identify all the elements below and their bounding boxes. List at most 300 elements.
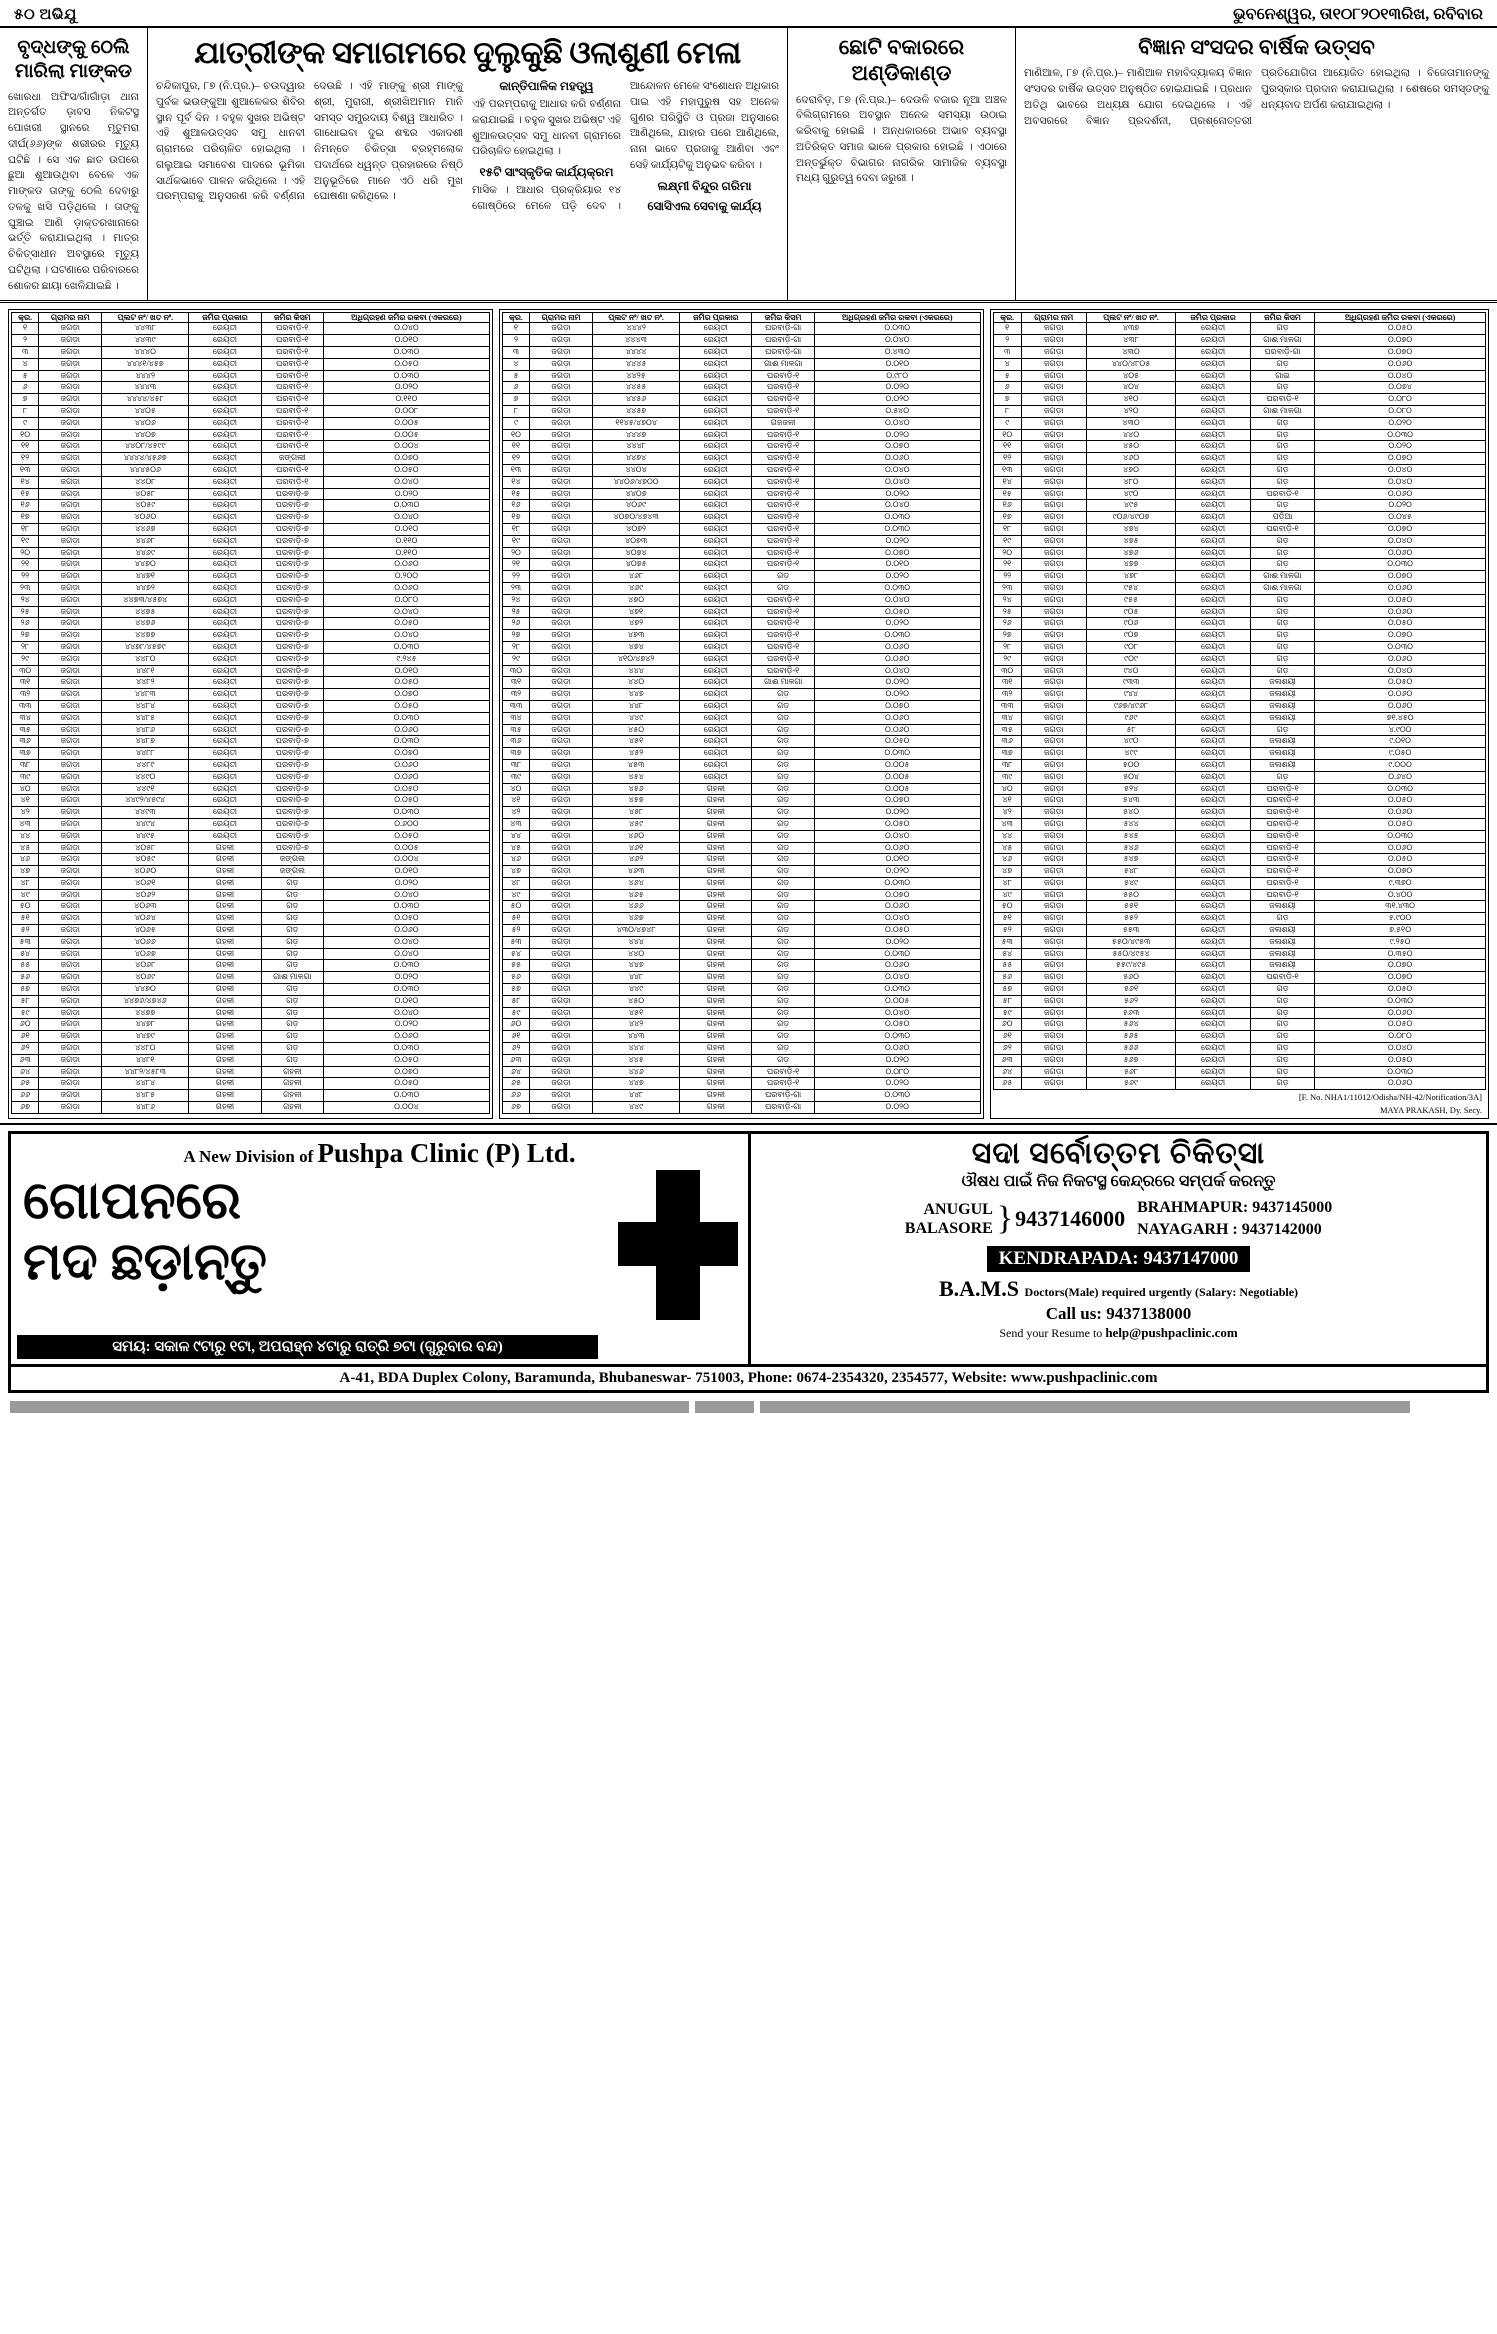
table-cell-5: ୦.୦୪୦ bbox=[324, 1007, 490, 1019]
table-cell-4: ଜଙ୍ଗଲ bbox=[261, 854, 323, 866]
table-cell-2: ୪୪୮୬ bbox=[102, 724, 189, 736]
table-cell-1: ଜଗଡ଼ା bbox=[39, 854, 102, 866]
table-row bbox=[993, 677, 1485, 689]
table-cell-3: ରେୟତୀ bbox=[189, 453, 261, 465]
table-cell-2: ୧୧୪୫/୪୭୦୪ bbox=[593, 417, 680, 429]
ad-resume-email[interactable]: help@pushpaclinic.com bbox=[1105, 1324, 1238, 1340]
table-cell-0: ୧୦ bbox=[993, 429, 1021, 441]
table-cell-0: ୯ bbox=[502, 417, 529, 429]
table-cell-4: ଘରବାଡ଼ି-୭ bbox=[261, 818, 323, 830]
table-cell-4: ଘରବାଡ଼ି-୧ bbox=[752, 453, 814, 465]
table-cell-1: ଜଗଡ଼ା bbox=[1021, 335, 1086, 347]
table-row bbox=[12, 523, 490, 535]
table-cell-5: ୦.୦୪୦ bbox=[814, 665, 980, 677]
table-cell-5: ୦.୦୦୫ bbox=[814, 759, 980, 771]
table-cell-4: ଗଡ଼ bbox=[752, 712, 814, 724]
table-cell-4: ଗଡ଼ bbox=[752, 889, 814, 901]
table-cell-5: ୦.୦୪୦ bbox=[814, 830, 980, 842]
th-sl: କ୍ର. bbox=[502, 313, 529, 323]
ad-bams-label: B.A.M.S bbox=[938, 1275, 1020, 1301]
table-cell-0: ୨୮ bbox=[993, 641, 1021, 653]
table-cell-3: ରେୟତୀ bbox=[680, 700, 752, 712]
table-row bbox=[993, 818, 1485, 830]
table-cell-1: ଜଗଡ଼ା bbox=[39, 1054, 102, 1066]
table-cell-4: ଗଡ଼ bbox=[261, 901, 323, 913]
table-cell-2: ୫୬୯ bbox=[1086, 1078, 1176, 1090]
table-cell-5: ୦.୦୬୦ bbox=[1315, 807, 1486, 819]
table-row bbox=[502, 689, 980, 701]
table-cell-1: ଜଗଡ଼ା bbox=[39, 936, 102, 948]
table-cell-3: ରେୟତୀ bbox=[1176, 936, 1251, 948]
table-row bbox=[993, 641, 1485, 653]
table-cell-0: ୫୮ bbox=[502, 995, 529, 1007]
table-cell-2: ୪୬୯ bbox=[593, 582, 680, 594]
table-cell-5: ୦.୦୬୦ bbox=[1315, 1078, 1486, 1090]
table-cell-0: ୧ bbox=[993, 323, 1021, 335]
table-cell-3: ରେୟତୀ bbox=[189, 594, 261, 606]
table-cell-2: ୪୪୪୪/୪୫୬୭ bbox=[102, 453, 189, 465]
table-cell-0: ୩୮ bbox=[502, 759, 529, 771]
table-cell-4: ଗଡ଼ bbox=[1250, 441, 1314, 453]
table-cell-3: ରେୟତୀ bbox=[680, 771, 752, 783]
table-cell-3: ଗହଳୀ bbox=[189, 984, 261, 996]
table-cell-4: ଜଳାଶୟୀ bbox=[1250, 925, 1314, 937]
table-cell-5: ୦.୦୭୦ bbox=[1315, 866, 1486, 878]
table-cell-4: ଘରବାଡ଼ି-୧ bbox=[752, 394, 814, 406]
table-cell-3: ରେୟତୀ bbox=[1176, 995, 1251, 1007]
table-cell-1: ଜଗଡ଼ା bbox=[1021, 960, 1086, 972]
table-cell-3: ରେୟତୀ bbox=[1176, 641, 1251, 653]
table-cell-2: ୪୭୦ bbox=[593, 594, 680, 606]
table-cell-1: ଜଗଡ଼ା bbox=[39, 512, 102, 524]
table-cell-3: ରେୟତୀ bbox=[1176, 582, 1251, 594]
table-cell-0: ୫୩ bbox=[993, 936, 1021, 948]
table-cell-2: ୪୪୫୫ bbox=[593, 382, 680, 394]
table-cell-5: ୯.୨୪୫ bbox=[324, 653, 490, 665]
table-cell-0: ୫୯ bbox=[993, 1007, 1021, 1019]
table-cell-3: ରେୟତୀ bbox=[189, 783, 261, 795]
table-cell-3: ଗହଳୀ bbox=[189, 1043, 261, 1055]
table-cell-2: ୪୪୦୬ bbox=[102, 417, 189, 429]
table-cell-0: ୪୨ bbox=[12, 807, 39, 819]
table-cell-2: ୪୦୬୯ bbox=[102, 972, 189, 984]
table-cell-5: ୦.୦୪୦ bbox=[814, 335, 980, 347]
table-cell-3: ଗହଳୀ bbox=[189, 889, 261, 901]
table-cell-4: ଘରବାଡ଼ି-୭ bbox=[261, 795, 323, 807]
table-cell-5: ୦.୦୪୦ bbox=[1315, 476, 1486, 488]
table-cell-2: ୪୪୭୭ bbox=[102, 630, 189, 642]
table-cell-2: ୪୪୯୫ bbox=[102, 830, 189, 842]
table-cell-0: ୨୭ bbox=[12, 630, 39, 642]
table-row bbox=[502, 889, 980, 901]
table-cell-0: ୬୦ bbox=[12, 1019, 39, 1031]
table-cell-3: ରେୟତୀ bbox=[189, 559, 261, 571]
table-row bbox=[502, 429, 980, 441]
table-cell-3: ରେୟତୀ bbox=[680, 618, 752, 630]
table-cell-5: ୦.୦୬୦ bbox=[814, 960, 980, 972]
table-cell-5: ୦.୦୫୦ bbox=[1315, 323, 1486, 335]
table-cell-2: ୪୬୫ bbox=[593, 889, 680, 901]
table-cell-1: ଜଗଡ଼ା bbox=[530, 347, 593, 359]
table-cell-4: ଘରବାଡ଼ି-୧ bbox=[261, 476, 323, 488]
table-cell-2: ୪୪୮୫ bbox=[102, 712, 189, 724]
medical-cross-icon bbox=[618, 1170, 738, 1320]
table-cell-5: ୦.୦୭୪ bbox=[1315, 382, 1486, 394]
table-row bbox=[993, 807, 1485, 819]
table-cell-3: ରେୟତୀ bbox=[680, 500, 752, 512]
table-cell-2: ୫୬୮ bbox=[1086, 1066, 1176, 1078]
table-cell-1: ଜଗଡ଼ା bbox=[530, 453, 593, 465]
table-cell-3: ରେୟତୀ bbox=[680, 488, 752, 500]
table-cell-1: ଜଗଡ଼ା bbox=[530, 936, 593, 948]
table-row bbox=[993, 547, 1485, 559]
table-cell-2: ୪୬୨ bbox=[593, 854, 680, 866]
table-cell-1: ଜଗଡ଼ା bbox=[39, 630, 102, 642]
table-cell-3: ଗହଳୀ bbox=[189, 995, 261, 1007]
table-cell-3: ରେୟତୀ bbox=[680, 323, 752, 335]
table-cell-4: ଗଡ଼ bbox=[752, 995, 814, 1007]
table-cell-5: ୦.୦୬୦ bbox=[1315, 689, 1486, 701]
table-cell-5: ୦.୦୨୦ bbox=[814, 488, 980, 500]
table-cell-2: ୪୪୪୨ bbox=[102, 370, 189, 382]
th-village: ଗ୍ରାମର ନାମ bbox=[1021, 313, 1086, 323]
table-cell-1: ଜଗଡ଼ା bbox=[530, 500, 593, 512]
table-cell-0: ୧୭ bbox=[12, 512, 39, 524]
table-cell-1: ଜଗଡ଼ା bbox=[530, 724, 593, 736]
table-cell-2: ୪୪୫ bbox=[593, 1054, 680, 1066]
table-cell-0: ୪୮ bbox=[12, 877, 39, 889]
table-cell-4: ଗଡ଼ bbox=[752, 925, 814, 937]
table-cell-3: ଗହଳୀ bbox=[189, 1066, 261, 1078]
table-row bbox=[12, 877, 490, 889]
table-row bbox=[502, 925, 980, 937]
table-row bbox=[993, 795, 1485, 807]
table-cell-4: ଗଡ଼ bbox=[752, 960, 814, 972]
table-cell-2: ୪୦୫ bbox=[1086, 370, 1176, 382]
table-cell-2: ୪୫୮ bbox=[593, 807, 680, 819]
table-cell-3: ରେୟତୀ bbox=[1176, 429, 1251, 441]
table-cell-5: ୦.୦୭୦ bbox=[814, 700, 980, 712]
ad-division-prefix: A New Division of bbox=[183, 1147, 314, 1167]
table-cell-3: ରେୟତୀ bbox=[680, 547, 752, 559]
table-cell-4: ଗଡ଼ bbox=[752, 877, 814, 889]
table-cell-1: ଜଗଡ଼ା bbox=[530, 335, 593, 347]
table-cell-1: ଜଗଡ଼ା bbox=[530, 995, 593, 1007]
table-cell-0: ୮ bbox=[502, 406, 529, 418]
table-cell-2: ୪୧୦ bbox=[1086, 394, 1176, 406]
table-cell-4: ଗଡ଼ bbox=[1250, 535, 1314, 547]
table-cell-1: ଜଗଡ଼ା bbox=[39, 925, 102, 937]
table-cell-3: ରେୟତୀ bbox=[680, 653, 752, 665]
table-cell-5: ୦.୦୫୦ bbox=[814, 818, 980, 830]
table-cell-1: ଜଗଡ଼ା bbox=[39, 382, 102, 394]
table-row bbox=[502, 759, 980, 771]
table-cell-4: ଘରବାଡ଼ି-୧ bbox=[752, 370, 814, 382]
table-row bbox=[12, 1031, 490, 1043]
table-cell-1: ଜଗଡ଼ା bbox=[1021, 594, 1086, 606]
table-cell-5: ୦.୦୧୦ bbox=[324, 866, 490, 878]
table-cell-0: ୨୪ bbox=[12, 594, 39, 606]
table-cell-1: ଜଗଡ଼ା bbox=[530, 559, 593, 571]
table-cell-0: ୪୬ bbox=[502, 854, 529, 866]
table-cell-4: ଗଡ଼ bbox=[261, 984, 323, 996]
table-cell-5: ୦.୦୫୦ bbox=[814, 925, 980, 937]
table-cell-2: ୪୬୩ bbox=[593, 866, 680, 878]
th-village: ଗ୍ରାମର ନାମ bbox=[39, 313, 102, 323]
table-cell-2: ୪୦୭୪ bbox=[593, 547, 680, 559]
table-cell-5: ୭.୫୧୦ bbox=[1315, 925, 1486, 937]
table-cell-4: ଗଡ଼ bbox=[1250, 429, 1314, 441]
table-row bbox=[502, 854, 980, 866]
table-row bbox=[12, 901, 490, 913]
table-cell-3: ରେୟତୀ bbox=[680, 630, 752, 642]
table-row bbox=[502, 1007, 980, 1019]
table-cell-4: ଘରବାଡ଼ି-୭ bbox=[261, 523, 323, 535]
table-cell-3: ରେୟତୀ bbox=[189, 807, 261, 819]
table-cell-1: ଜଗଡ଼ା bbox=[1021, 417, 1086, 429]
table-cell-1: ଜଗଡ଼ା bbox=[1021, 854, 1086, 866]
table-cell-5: ୦.୦୭୦ bbox=[814, 441, 980, 453]
table-cell-0: ୩୭ bbox=[12, 748, 39, 760]
table-cell-5: ୦.୬୪୦ bbox=[1315, 771, 1486, 783]
table-cell-4: ଘରବାଡ଼ି-୧ bbox=[261, 335, 323, 347]
table-cell-0: ୬୧ bbox=[12, 1031, 39, 1043]
table-cell-4: ଘରବାଡ଼ି-୭ bbox=[261, 618, 323, 630]
table-cell-1: ଜଗଡ଼ା bbox=[1021, 630, 1086, 642]
table-cell-5: ୦.୩୫୦ bbox=[1315, 948, 1486, 960]
table-cell-3: ରେୟତୀ bbox=[189, 429, 261, 441]
table-cell-0: ୩୧ bbox=[502, 677, 529, 689]
table-cell-1: ଜଗଡ଼ା bbox=[39, 358, 102, 370]
table-cell-0: ୫୩ bbox=[12, 936, 39, 948]
table-cell-3: ରେୟତୀ bbox=[1176, 960, 1251, 972]
table-cell-3: ଗହଳୀ bbox=[680, 807, 752, 819]
table-cell-0: ୬୪ bbox=[12, 1066, 39, 1078]
table-cell-1: ଜଗଡ଼ା bbox=[1021, 818, 1086, 830]
ad-city-brahmapur[interactable]: BRAHMAPUR: 9437145000 bbox=[1137, 1199, 1333, 1217]
table-cell-4: ଗଡ଼ bbox=[1250, 665, 1314, 677]
table-cell-4: ଘରବାଡ଼ି-୧ bbox=[752, 512, 814, 524]
table-cell-0: ୪୮ bbox=[993, 877, 1021, 889]
table-cell-5: ୦.୦୭୦ bbox=[1315, 453, 1486, 465]
table-cell-3: ଗହଳୀ bbox=[680, 1066, 752, 1078]
table-cell-3: ରେୟତୀ bbox=[189, 417, 261, 429]
table-cell-1: ଜଗଡ଼ା bbox=[39, 500, 102, 512]
table-cell-1: ଜଗଡ଼ା bbox=[39, 594, 102, 606]
table-cell-0: ୩୫ bbox=[502, 724, 529, 736]
table-cell-3: ରେୟତୀ bbox=[189, 771, 261, 783]
table-cell-0: ୨୧ bbox=[12, 559, 39, 571]
table-cell-3: ରେୟତୀ bbox=[1176, 358, 1251, 370]
table-cell-0: ୪୦ bbox=[502, 783, 529, 795]
table-cell-1: ଜଗଡ଼ା bbox=[1021, 465, 1086, 477]
advertisement bbox=[8, 1131, 1489, 1367]
data-table-3 bbox=[993, 312, 1486, 1090]
table-cell-2: ୪୯୯ bbox=[1086, 748, 1176, 760]
table-cell-3: ରେୟତୀ bbox=[1176, 771, 1251, 783]
table-cell-5: ୦.୦୩୦ bbox=[814, 512, 980, 524]
ad-bams bbox=[759, 1276, 1478, 1302]
table-cell-2: ୪୪୪୪ bbox=[593, 347, 680, 359]
ad-city-anugul: ANUGUL bbox=[923, 1200, 993, 1218]
table-cell-0: ୭ bbox=[12, 394, 39, 406]
table-cell-5: ୦.୦୫୦ bbox=[1315, 854, 1486, 866]
th-kind: ଜମିର କିସମ bbox=[1250, 313, 1314, 323]
table-row bbox=[12, 925, 490, 937]
table-cell-2: ୪୪୦ bbox=[1086, 429, 1176, 441]
table-row bbox=[993, 665, 1485, 677]
table-cell-3: ରେୟତୀ bbox=[680, 441, 752, 453]
table-cell-1: ଜଗଡ଼ା bbox=[530, 759, 593, 771]
table-row bbox=[12, 594, 490, 606]
table-cell-4: ଗଡ଼ bbox=[752, 1007, 814, 1019]
table-cell-0: ୩୨ bbox=[12, 689, 39, 701]
table-cell-3: ରେୟତୀ bbox=[189, 700, 261, 712]
table-cell-4: ଘରବାଡ଼ି-୧ bbox=[752, 429, 814, 441]
table-cell-3: ରେୟତୀ bbox=[680, 476, 752, 488]
table-block-1 bbox=[8, 309, 493, 1119]
table-row bbox=[12, 559, 490, 571]
table-cell-4: ଘରବାଡ଼ି-୧ bbox=[261, 465, 323, 477]
table-cell-3: ରେୟତୀ bbox=[189, 335, 261, 347]
table-cell-4: ଗଡ଼ bbox=[1250, 453, 1314, 465]
table-row bbox=[502, 417, 980, 429]
ad-tagline: ସଦା ସର୍ବୋତ୍ତମ ଚିକିତ୍ସା bbox=[971, 1137, 1266, 1171]
table-cell-3: ଗହଳୀ bbox=[189, 936, 261, 948]
table-row bbox=[502, 559, 980, 571]
table-cell-2: ୪୪୦୬/୪୭୦୦ bbox=[593, 476, 680, 488]
table-cell-4: ଗଡ଼ bbox=[752, 795, 814, 807]
table-cell-5: ୦.୦୨୦ bbox=[814, 1078, 980, 1090]
table-cell-4: ଘରବାଡ଼ି-୭ bbox=[261, 712, 323, 724]
table-cell-0: ୩୬ bbox=[12, 736, 39, 748]
table-cell-4: ଘରବାଡ଼ି-୧ bbox=[261, 417, 323, 429]
table-cell-0: ୪ bbox=[12, 358, 39, 370]
ad-city-nayagarh[interactable]: NAYAGARH : 9437142000 bbox=[1137, 1220, 1322, 1238]
table-row bbox=[993, 759, 1485, 771]
ad-callus[interactable]: Call us: 9437138000 bbox=[1045, 1303, 1192, 1323]
table-cell-3: ରେୟତୀ bbox=[189, 689, 261, 701]
table-cell-2: ୪୪୦/୪୮୦୫ bbox=[1086, 358, 1176, 370]
table-cell-1: ଜଗଡ଼ା bbox=[39, 441, 102, 453]
table-cell-3: ରେୟତୀ bbox=[680, 523, 752, 535]
table-cell-5: ୦.୦୬୦ bbox=[1315, 842, 1486, 854]
table-row bbox=[502, 594, 980, 606]
table-row bbox=[12, 1019, 490, 1031]
table-cell-3: ରେୟତୀ bbox=[1176, 382, 1251, 394]
table-row bbox=[502, 571, 980, 583]
table-cell-4: ଗାଈ ମାଳଗା bbox=[752, 358, 814, 370]
table-cell-0: ୨୪ bbox=[502, 594, 529, 606]
table-cell-0: ୫୫ bbox=[993, 960, 1021, 972]
table-cell-5: ୦.୦୪୦ bbox=[814, 913, 980, 925]
table-cell-1: ଜଗଡ଼ା bbox=[530, 689, 593, 701]
story-monkey-headline: ବୃଦ୍ଧଙ୍କୁ ଠେଲି ମାରିଲା ମାଙ୍କଡ bbox=[15, 37, 132, 82]
table-cell-5: ୦.୦୬୦ bbox=[814, 1043, 980, 1055]
table-cell-3: ରେୟତୀ bbox=[680, 358, 752, 370]
table-cell-1: ଜଗଡ଼ା bbox=[1021, 441, 1086, 453]
table-cell-4: ଘରବାଡ଼ି-୧ bbox=[1250, 877, 1314, 889]
table-cell-4: ଗଡ଼ bbox=[261, 936, 323, 948]
table-row bbox=[12, 972, 490, 984]
table-cell-4: ଘରବାଡ଼ି-୧ bbox=[752, 382, 814, 394]
table-cell-1: ଜଗଡ଼ା bbox=[1021, 712, 1086, 724]
ad-city-balasore: BALASORE bbox=[904, 1219, 993, 1237]
table-cell-2: ୪୪୯ bbox=[593, 712, 680, 724]
table-cell-3: ରେୟତୀ bbox=[189, 382, 261, 394]
table-cell-2: ୪୪୦୫ bbox=[102, 406, 189, 418]
table-cell-0: ୩୪ bbox=[993, 712, 1021, 724]
table-cell-3: ଗହଳୀ bbox=[680, 984, 752, 996]
table-cell-4: ଗଡ଼ bbox=[752, 866, 814, 878]
table-cell-5: ୦.୦୬୦ bbox=[814, 842, 980, 854]
table-row bbox=[502, 665, 980, 677]
table-cell-2: ୪୭୬ bbox=[1086, 547, 1176, 559]
land-acquisition-tables bbox=[0, 303, 1497, 1125]
table-row bbox=[12, 736, 490, 748]
table-cell-3: ରେୟତୀ bbox=[1176, 759, 1251, 771]
table-cell-4: ଘରବାଡ଼ି-୧ bbox=[752, 465, 814, 477]
table-cell-1: ଜଗଡ଼ା bbox=[530, 512, 593, 524]
table-cell-1: ଜଗଡ଼ା bbox=[530, 1066, 593, 1078]
table-cell-4: ଗାଈ ମାଳଗା bbox=[261, 972, 323, 984]
table-cell-5: ୦.୦୨୦ bbox=[814, 1102, 980, 1114]
table-cell-2: ୪୪୮୫ bbox=[102, 1090, 189, 1102]
table-cell-2: ୫୪୫ bbox=[1086, 830, 1176, 842]
th-type: ଜମିର ପ୍ରକାର bbox=[680, 313, 752, 323]
ad-phone-left[interactable]: 9437146000 bbox=[1015, 1205, 1126, 1231]
table-header-row bbox=[993, 313, 1485, 323]
table-cell-3: ଗହଳୀ bbox=[189, 960, 261, 972]
table-cell-0: ୨ bbox=[993, 335, 1021, 347]
table-cell-1: ଜଗଡ଼ା bbox=[1021, 665, 1086, 677]
table-cell-1: ଜଗଡ଼ା bbox=[1021, 877, 1086, 889]
table-row bbox=[993, 394, 1485, 406]
ad-division-line bbox=[17, 1138, 742, 1169]
table-cell-1: ଜଗଡ଼ା bbox=[1021, 453, 1086, 465]
table-cell-4: ଗଡ଼ bbox=[752, 984, 814, 996]
notification-number: [F. No. NHA1/11012/Odisha/NH-42/Notification/3A] bbox=[1298, 1092, 1482, 1103]
table-cell-0: ୧୨ bbox=[502, 453, 529, 465]
table-cell-3: ରେୟତୀ bbox=[189, 736, 261, 748]
table-cell-5: ୦.୦୬୦ bbox=[814, 453, 980, 465]
table-cell-3: ରେୟତୀ bbox=[1176, 984, 1251, 996]
table-cell-0: ୩୬ bbox=[993, 736, 1021, 748]
table-row bbox=[502, 783, 980, 795]
table-row bbox=[993, 960, 1485, 972]
table-row bbox=[12, 476, 490, 488]
table-cell-0: ୨୮ bbox=[502, 641, 529, 653]
table-cell-2: ୪୯୦ bbox=[1086, 736, 1176, 748]
table-cell-2: ୪୪୭୬ bbox=[102, 618, 189, 630]
table-cell-4: ଗଡ଼ bbox=[752, 948, 814, 960]
table-cell-3: ରେୟତୀ bbox=[1176, 488, 1251, 500]
table-cell-2: ୫୪୭ bbox=[1086, 854, 1176, 866]
table-cell-4: ଗଡ଼ bbox=[752, 1043, 814, 1055]
table-cell-2: ୪୦୭୨ bbox=[593, 523, 680, 535]
table-cell-5: ୦.୦୩୦ bbox=[324, 370, 490, 382]
table-cell-0: ୩୭ bbox=[502, 748, 529, 760]
table-cell-2: ୯୩୩ bbox=[1086, 677, 1176, 689]
table-cell-3: ଗହଳୀ bbox=[680, 1078, 752, 1090]
table-cell-1: ଜଗଡ଼ା bbox=[39, 1066, 102, 1078]
table-cell-3: ଗହଳୀ bbox=[189, 1031, 261, 1043]
table-cell-1: ଜଗଡ଼ା bbox=[530, 641, 593, 653]
table-cell-3: ରେୟତୀ bbox=[1176, 677, 1251, 689]
table-cell-1: ଜଗଡ଼ା bbox=[39, 700, 102, 712]
ad-city-kendrapada[interactable]: KENDRAPADA: 9437147000 bbox=[987, 1246, 1251, 1272]
table-cell-1: ଜଗଡ଼ା bbox=[1021, 582, 1086, 594]
